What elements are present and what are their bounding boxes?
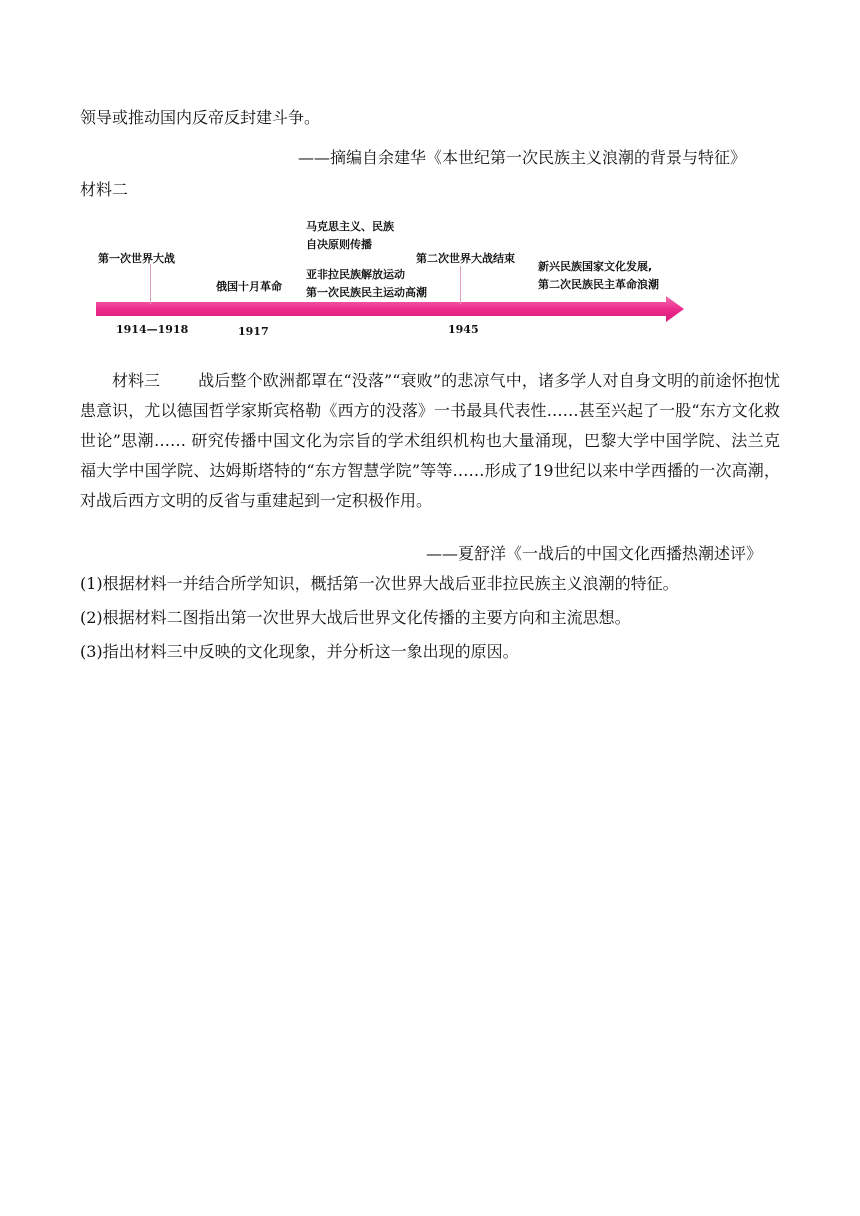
- question-3: (3)指出材料三中反映的文化现象，并分析这一象出现的原因。: [80, 642, 519, 661]
- year-1917: 1917: [238, 325, 269, 338]
- year-1914-1918: 1914—1918: [116, 323, 189, 336]
- event-wwii-end: 第二次世界大战结束: [416, 252, 515, 265]
- event-marxism-line2: 自决原则传播: [306, 238, 372, 251]
- tick-1945: [460, 266, 461, 304]
- event-marxism-line1: 马克思主义、民族: [306, 220, 394, 233]
- material-3-label: 材料三: [112, 371, 161, 390]
- event-new-nations-line1: 新兴民族国家文化发展,: [538, 260, 653, 273]
- material-3-paragraph: [80, 366, 780, 516]
- continued-text: 领导或推动国内反帝反封建斗争。: [80, 108, 321, 127]
- event-afro-line2: 第一次民族民主运动高潮: [306, 286, 427, 299]
- tick-1914: [150, 264, 151, 304]
- material-2-label: 材料二: [80, 180, 129, 199]
- event-wwi: 第一次世界大战: [98, 252, 175, 265]
- source-citation-3: ——夏舒洋《一战后的中国文化西播热潮述评》: [426, 544, 763, 563]
- year-1945: 1945: [448, 323, 479, 336]
- timeline-figure: [90, 212, 690, 342]
- material-3-text: 战后整个欧洲都罩在“没落”“衰败”的悲凉气中，诸多学人对自身文明的前途怀抱忧患意识，尤以德国哲学家斯宾格勒《西方的没落》一书最具代表性……甚至兴起了一股“东方文化救世论”思潮…… 研究传播中国文化为宗旨的学术组织机构也大量涌现，巴黎大学中国学院、法兰克福大学中国学院、达姆斯塔特的“东方智慧学院”等等……形成了19世纪以来中学西播的一次高潮，对战后西方文明的反省与重建起到一定积极作用。: [80, 371, 780, 510]
- question-1: (1)根据材料一并结合所学知识，概括第一次世界大战后亚非拉民族主义浪潮的特征。: [80, 574, 679, 593]
- source-citation-1: ——摘编自余建华《本世纪第一次民族主义浪潮的背景与特征》: [298, 148, 747, 167]
- event-october-revolution: 俄国十月革命: [216, 280, 282, 293]
- question-2: (2)根据材料二图指出第一次世界大战后世界文化传播的主要方向和主流思想。: [80, 608, 631, 627]
- event-new-nations-line2: 第二次民族民主革命浪潮: [538, 278, 659, 291]
- event-afro-line1: 亚非拉民族解放运动: [306, 268, 405, 281]
